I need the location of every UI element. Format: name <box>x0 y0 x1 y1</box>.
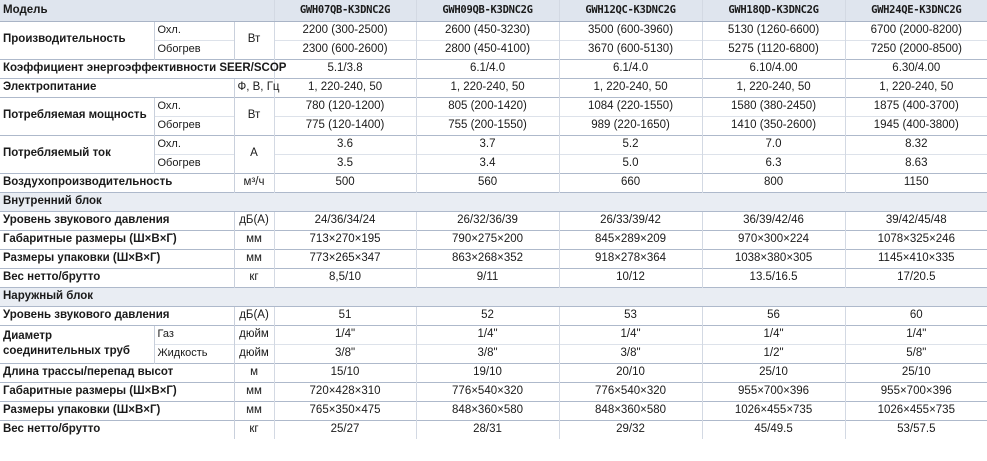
airflow-value: 1150 <box>845 173 987 192</box>
indoor-section-title: Внутренний блок <box>0 192 987 211</box>
pipe-gas-value: 1/4" <box>702 325 845 344</box>
power-input-cool-value: 805 (200-1420) <box>416 97 559 116</box>
current-cool-value: 5.2 <box>559 135 702 154</box>
current-heat-value: 5.0 <box>559 154 702 173</box>
efficiency-value: 5.1/3.8 <box>274 59 416 78</box>
power-input-heat-value: 1945 (400-3800) <box>845 116 987 135</box>
outdoor-weight-label: Вес нетто/брутто <box>0 420 234 439</box>
indoor-dimensions-unit: мм <box>234 230 274 249</box>
pipe-liquid-value: 1/2" <box>702 344 845 363</box>
power-input-heat-value: 1410 (350-2600) <box>702 116 845 135</box>
indoor-weight-value: 8,5/10 <box>274 268 416 287</box>
airflow-label: Воздухопроизводительность <box>0 173 234 192</box>
model-name: GWH18QD-K3DNC2G <box>702 0 845 21</box>
outdoor-package-value: 1026×455×735 <box>702 401 845 420</box>
power-input-label: Потребляемая мощность <box>0 97 154 135</box>
header-row <box>0 0 987 21</box>
outdoor-package-unit: мм <box>234 401 274 420</box>
pipe-length-value: 19/10 <box>416 363 559 382</box>
heat-mode-label: Обогрев <box>154 154 234 173</box>
outdoor-package-value: 1026×455×735 <box>845 401 987 420</box>
indoor-section-row <box>0 192 987 211</box>
pipe-diameter-label-line2: соединительных труб <box>3 344 130 357</box>
power-input-cool-value: 1084 (220-1550) <box>559 97 702 116</box>
pipe-length-unit: м <box>234 363 274 382</box>
capacity-cool-value: 3500 (600-3960) <box>559 21 702 40</box>
outdoor-noise-value: 52 <box>416 306 559 325</box>
power-supply-value: 1, 220-240, 50 <box>416 78 559 97</box>
model-name: GWH24QE-K3DNC2G <box>845 0 987 21</box>
capacity-unit: Вт <box>234 21 274 59</box>
airflow-value: 660 <box>559 173 702 192</box>
current-cool-value: 7.0 <box>702 135 845 154</box>
pipe-length-value: 15/10 <box>274 363 416 382</box>
efficiency-row <box>0 59 987 78</box>
power-supply-value: 1, 220-240, 50 <box>702 78 845 97</box>
pipe-liquid-value: 3/8" <box>559 344 702 363</box>
pipe-length-value: 25/10 <box>845 363 987 382</box>
power-supply-value: 1, 220-240, 50 <box>845 78 987 97</box>
current-heat-value: 8.63 <box>845 154 987 173</box>
pipe-length-label: Длина трассы/перепад высот <box>0 363 234 382</box>
indoor-weight-label: Вес нетто/брутто <box>0 268 234 287</box>
outdoor-weight-value: 28/31 <box>416 420 559 439</box>
indoor-dimensions-value: 970×300×224 <box>702 230 845 249</box>
outdoor-noise-value: 60 <box>845 306 987 325</box>
outdoor-section-title: Наружный блок <box>0 287 987 306</box>
power-input-unit: Вт <box>234 97 274 135</box>
power-input-heat-value: 775 (120-1400) <box>274 116 416 135</box>
capacity-heat-value: 2300 (600-2600) <box>274 40 416 59</box>
current-unit: А <box>234 135 274 173</box>
outdoor-noise-value: 51 <box>274 306 416 325</box>
power-input-heat-value: 989 (220-1650) <box>559 116 702 135</box>
outdoor-noise-value: 53 <box>559 306 702 325</box>
pipe-diameter-label <box>0 325 154 363</box>
outdoor-package-value: 848×360×580 <box>559 401 702 420</box>
indoor-noise-row <box>0 211 987 230</box>
outdoor-dimensions-unit: мм <box>234 382 274 401</box>
model-name: GWH09QB-K3DNC2G <box>416 0 559 21</box>
power-supply-value: 1, 220-240, 50 <box>274 78 416 97</box>
pipe-gas-value: 1/4" <box>559 325 702 344</box>
current-heat-value: 3.4 <box>416 154 559 173</box>
outdoor-noise-row <box>0 306 987 325</box>
current-label: Потребляемый ток <box>0 135 154 173</box>
model-header-label: Модель <box>0 0 274 21</box>
current-heat-value: 6.3 <box>702 154 845 173</box>
pipe-length-row <box>0 363 987 382</box>
outdoor-dimensions-value: 720×428×310 <box>274 382 416 401</box>
outdoor-weight-value: 29/32 <box>559 420 702 439</box>
outdoor-noise-unit: дБ(А) <box>234 306 274 325</box>
outdoor-weight-value: 45/49.5 <box>702 420 845 439</box>
airflow-unit: м³/ч <box>234 173 274 192</box>
indoor-package-value: 773×265×347 <box>274 249 416 268</box>
power-supply-label: Электропитание <box>0 78 234 97</box>
capacity-heat-value: 7250 (2000-8500) <box>845 40 987 59</box>
capacity-cool-value: 6700 (2000-8200) <box>845 21 987 40</box>
outdoor-package-row <box>0 401 987 420</box>
model-name: GWH12QC-K3DNC2G <box>559 0 702 21</box>
indoor-noise-label: Уровень звукового давления <box>0 211 234 230</box>
outdoor-dimensions-row <box>0 382 987 401</box>
indoor-dimensions-value: 1078×325×246 <box>845 230 987 249</box>
current-cool-value: 3.6 <box>274 135 416 154</box>
capacity-heat-value: 3670 (600-5130) <box>559 40 702 59</box>
indoor-noise-value: 39/42/45/48 <box>845 211 987 230</box>
indoor-weight-unit: кг <box>234 268 274 287</box>
airflow-value: 560 <box>416 173 559 192</box>
capacity-cool-value: 5130 (1260-6600) <box>702 21 845 40</box>
pipe-diameter-label-line1: Диаметр <box>3 330 53 342</box>
efficiency-value: 6.1/4.0 <box>559 59 702 78</box>
power-supply-unit: Ф, В, Гц <box>234 78 274 97</box>
indoor-package-value: 863×268×352 <box>416 249 559 268</box>
efficiency-value: 6.10/4.00 <box>702 59 845 78</box>
pipe-length-value: 20/10 <box>559 363 702 382</box>
outdoor-dimensions-label: Габаритные размеры (Ш×В×Г) <box>0 382 234 401</box>
outdoor-dimensions-value: 776×540×320 <box>416 382 559 401</box>
current-cool-value: 3.7 <box>416 135 559 154</box>
outdoor-package-label: Размеры упаковки (Ш×В×Г) <box>0 401 234 420</box>
indoor-package-row <box>0 249 987 268</box>
indoor-noise-value: 26/32/36/39 <box>416 211 559 230</box>
outdoor-weight-row <box>0 420 987 439</box>
outdoor-package-value: 848×360×580 <box>416 401 559 420</box>
pipe-liquid-value: 3/8" <box>416 344 559 363</box>
capacity-heat-value: 5275 (1120-6800) <box>702 40 845 59</box>
capacity-label: Производительность <box>0 21 154 59</box>
outdoor-weight-value: 25/27 <box>274 420 416 439</box>
capacity-cool-row <box>0 21 987 40</box>
indoor-weight-value: 13.5/16.5 <box>702 268 845 287</box>
airflow-value: 800 <box>702 173 845 192</box>
outdoor-dimensions-value: 955×700×396 <box>702 382 845 401</box>
cool-mode-label: Охл. <box>154 21 234 40</box>
pipe-length-value: 25/10 <box>702 363 845 382</box>
indoor-package-value: 1145×410×335 <box>845 249 987 268</box>
efficiency-value: 6.1/4.0 <box>416 59 559 78</box>
indoor-noise-value: 24/36/34/24 <box>274 211 416 230</box>
pipe-liquid-unit: дюйм <box>234 344 274 363</box>
heat-mode-label: Обогрев <box>154 40 234 59</box>
pipe-liquid-value: 5/8" <box>845 344 987 363</box>
pipe-liquid-value: 3/8" <box>274 344 416 363</box>
cool-mode-label: Охл. <box>154 135 234 154</box>
power-input-cool-value: 1875 (400-3700) <box>845 97 987 116</box>
outdoor-noise-label: Уровень звукового давления <box>0 306 234 325</box>
outdoor-weight-value: 53/57.5 <box>845 420 987 439</box>
gas-pipe-label: Газ <box>154 325 234 344</box>
indoor-noise-value: 36/39/42/46 <box>702 211 845 230</box>
cool-mode-label: Охл. <box>154 97 234 116</box>
indoor-noise-unit: дБ(А) <box>234 211 274 230</box>
power-input-cool-value: 780 (120-1200) <box>274 97 416 116</box>
pipe-gas-unit: дюйм <box>234 325 274 344</box>
power-supply-row <box>0 78 987 97</box>
outdoor-dimensions-value: 776×540×320 <box>559 382 702 401</box>
indoor-weight-value: 17/20.5 <box>845 268 987 287</box>
indoor-package-value: 918×278×364 <box>559 249 702 268</box>
current-cool-value: 8.32 <box>845 135 987 154</box>
efficiency-value: 6.30/4.00 <box>845 59 987 78</box>
indoor-dimensions-value: 713×270×195 <box>274 230 416 249</box>
power-input-cool-value: 1580 (380-2450) <box>702 97 845 116</box>
indoor-weight-row <box>0 268 987 287</box>
outdoor-weight-unit: кг <box>234 420 274 439</box>
pipe-gas-value: 1/4" <box>416 325 559 344</box>
capacity-cool-value: 2600 (450-3230) <box>416 21 559 40</box>
indoor-dimensions-label: Габаритные размеры (Ш×В×Г) <box>0 230 234 249</box>
capacity-cool-value: 2200 (300-2500) <box>274 21 416 40</box>
airflow-value: 500 <box>274 173 416 192</box>
current-cool-row <box>0 135 987 154</box>
pipe-gas-row <box>0 325 987 344</box>
airflow-row <box>0 173 987 192</box>
indoor-dimensions-row <box>0 230 987 249</box>
outdoor-noise-value: 56 <box>702 306 845 325</box>
outdoor-package-value: 765×350×475 <box>274 401 416 420</box>
indoor-weight-value: 9/11 <box>416 268 559 287</box>
indoor-weight-value: 10/12 <box>559 268 702 287</box>
power-input-heat-value: 755 (200-1550) <box>416 116 559 135</box>
outdoor-section-row <box>0 287 987 306</box>
pipe-gas-value: 1/4" <box>845 325 987 344</box>
indoor-noise-value: 26/33/39/42 <box>559 211 702 230</box>
indoor-package-unit: мм <box>234 249 274 268</box>
indoor-dimensions-value: 790×275×200 <box>416 230 559 249</box>
heat-mode-label: Обогрев <box>154 116 234 135</box>
indoor-package-label: Размеры упаковки (Ш×В×Г) <box>0 249 234 268</box>
current-heat-value: 3.5 <box>274 154 416 173</box>
capacity-heat-value: 2800 (450-4100) <box>416 40 559 59</box>
power-supply-value: 1, 220-240, 50 <box>559 78 702 97</box>
pipe-gas-value: 1/4" <box>274 325 416 344</box>
outdoor-dimensions-value: 955×700×396 <box>845 382 987 401</box>
model-name: GWH07QB-K3DNC2G <box>274 0 416 21</box>
efficiency-label: Коэффициент энергоэффективности SEER/SCOP <box>0 59 274 78</box>
indoor-dimensions-value: 845×289×209 <box>559 230 702 249</box>
liquid-pipe-label: Жидкость <box>154 344 234 363</box>
power-input-cool-row <box>0 97 987 116</box>
indoor-package-value: 1038×380×305 <box>702 249 845 268</box>
